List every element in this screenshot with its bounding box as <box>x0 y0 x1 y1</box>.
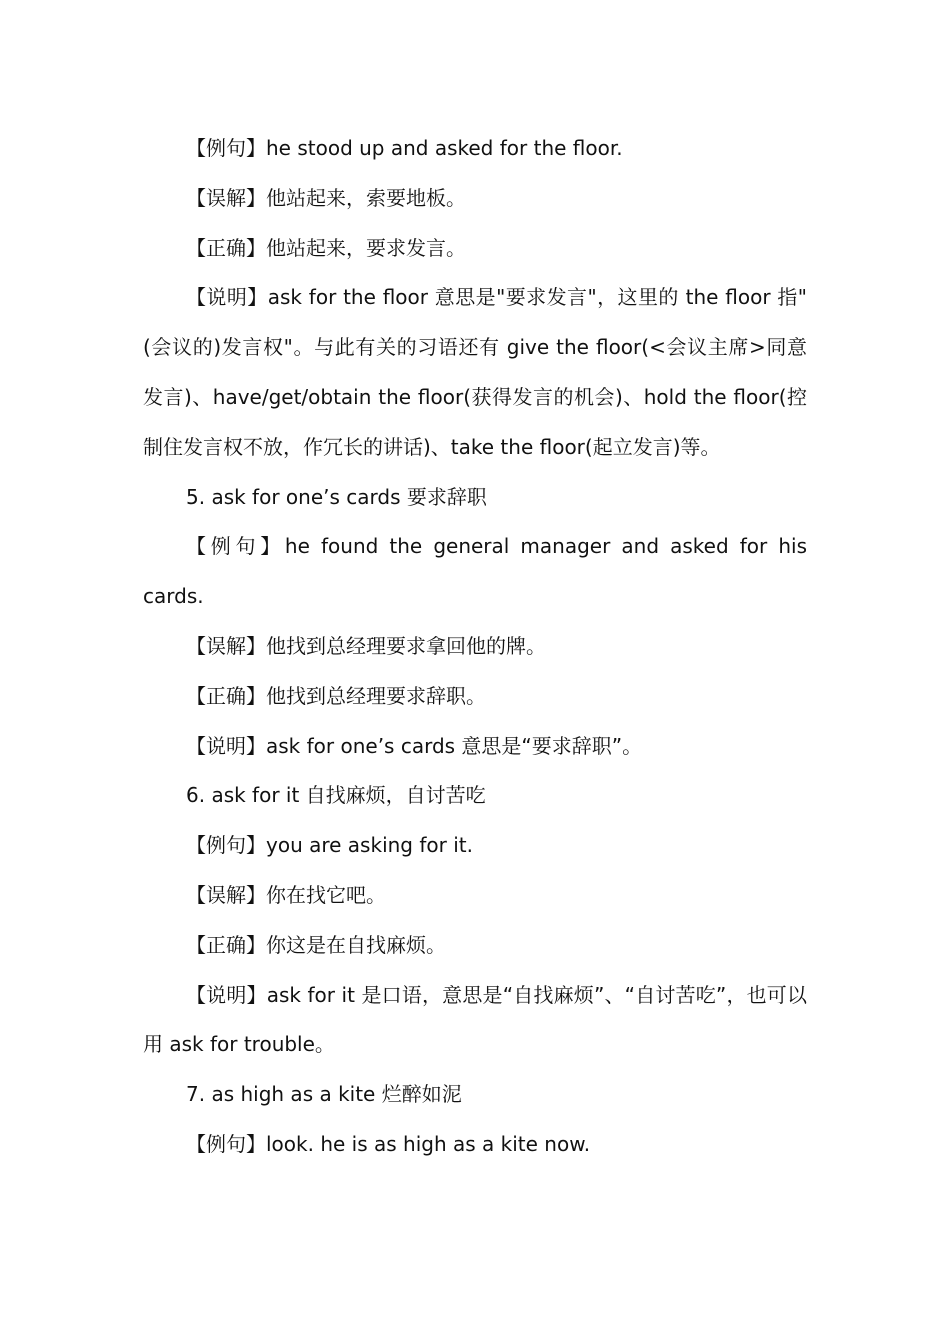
correct-paragraph: 【正确】他找到总经理要求辞职。 <box>186 683 486 708</box>
correct-paragraph: 【正确】你这是在自找麻烦。 <box>186 932 446 957</box>
section-heading: 5. ask for one’s cards 要求辞职 <box>186 484 487 509</box>
misunderstanding-paragraph: 【误解】你在找它吧。 <box>186 882 386 907</box>
explanation-paragraph: 【说明】ask for the floor 意思是"要求发言"，这里的 the floor 指"(会议的)发言权"。与此有关的习语还有 give the floor(<会议主席>同意发言)、have/get/obtain the floor(获得发言的机会)、hold the floor(控制住发言权不放，作冗长的讲话)、take the floor(起立发言)等。 <box>143 285 807 459</box>
example-sentence-paragraph: 【例句】look. he is as high as a kite now. <box>186 1131 591 1156</box>
example-sentence-paragraph: 【例句】he found the general manager and asked for his cards. <box>143 534 807 609</box>
misunderstanding-paragraph: 【误解】他站起来，索要地板。 <box>186 185 466 210</box>
section-heading: 6. ask for it 自找麻烦，自讨苦吃 <box>186 783 486 808</box>
misunderstanding-paragraph: 【误解】他找到总经理要求拿回他的牌。 <box>186 633 546 658</box>
document-page <box>143 124 807 1170</box>
explanation-paragraph: 【说明】ask for one’s cards 意思是“要求辞职”。 <box>186 733 643 758</box>
correct-paragraph: 【正确】他站起来，要求发言。 <box>186 235 466 260</box>
explanation-paragraph: 【说明】ask for it 是口语，意思是“自找麻烦”、“自讨苦吃”，也可以用 ask for trouble。 <box>143 982 807 1057</box>
section-heading: 7. as high as a kite 烂醉如泥 <box>186 1082 462 1107</box>
example-sentence-paragraph: 【例句】he stood up and asked for the floor. <box>186 136 623 160</box>
example-sentence-paragraph: 【例句】you are asking for it. <box>186 833 473 858</box>
